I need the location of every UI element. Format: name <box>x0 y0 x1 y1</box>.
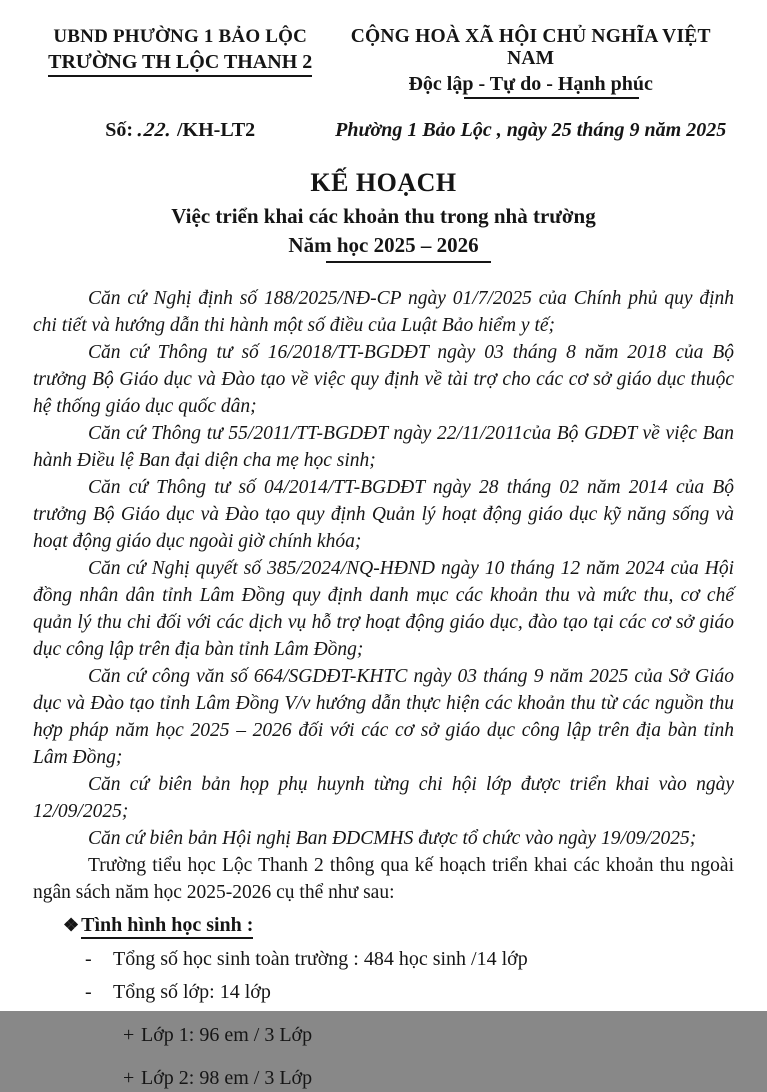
national-motto-block <box>327 26 734 99</box>
list-item <box>85 946 734 973</box>
legal-basis-paragraph: Căn cứ Nghị định số 188/2025/NĐ-CP ngày 01/7/2025 của Chính phủ quy định chi tiết và hướng dẫn thi hành một số điều của Luật Bảo hiểm y tế; <box>33 288 734 336</box>
org-school-name: TRƯỜNG TH LỘC THANH 2 <box>48 51 312 77</box>
document-number <box>33 119 327 142</box>
sub-list-item <box>123 1022 734 1049</box>
list-item-text: Tổng số lớp: 14 lớp <box>113 981 271 1003</box>
legal-basis-paragraph: Căn cứ Thông tư số 16/2018/TT-BGDĐT ngày 03 tháng 8 năm 2018 của Bộ trưởng Bộ Giáo dục và Đào tạo về việc quy định về tài trợ cho các cơ sở giáo dục thuộc hệ thống giáo dục quốc dân; <box>33 342 734 417</box>
sub-list-item-text: Lớp 1: 96 em / 3 Lớp <box>141 1024 313 1046</box>
school-year-line <box>288 233 478 263</box>
legal-basis-paragraph: Căn cứ biên bản họp phụ huynh từng chi hội lớp được triển khai vào ngày 12/09/2025; <box>33 774 734 822</box>
document-header <box>33 26 734 99</box>
list-item-text: Tổng số học sinh toàn trường : 484 học sinh /14 lớp <box>113 948 528 970</box>
school-year-underline-rule <box>326 261 490 263</box>
school-year-text: Năm học 2025 – 2026 <box>288 233 479 257</box>
document-number-handwritten: .22. <box>136 119 174 141</box>
students-section-heading-text: Tình hình học sinh : <box>81 914 253 939</box>
org-parent-name: UBND PHƯỜNG 1 BẢO LỘC <box>53 26 308 47</box>
legal-basis-paragraph: Căn cứ Nghị quyết số 385/2024/NQ-HĐND ngày 10 tháng 12 năm 2024 của Hội đồng nhân dân tỉnh Lâm Đồng quy định danh mục các khoản thu và mức thu, cơ chế quản lý thu chi đối với các dịch vụ hỗ trợ hoạt động giáo dục, đào tạo tại các cơ sở giáo dục công lập trên địa bàn tỉnh Lâm Đồng; <box>33 558 734 660</box>
dash-marker: - <box>85 948 92 970</box>
legal-basis-paragraph: Căn cứ biên bản Hội nghị Ban ĐDCMHS được tổ chức vào ngày 19/09/2025; <box>88 828 697 849</box>
document-title-block <box>33 168 734 263</box>
document-meta-row <box>33 119 734 142</box>
document-number-suffix: /KH-LT2 <box>172 119 256 141</box>
national-title: CỘNG HOÀ XÃ HỘI CHỦ NGHĨA VIỆT NAM <box>350 26 711 69</box>
place-date-line: Phường 1 Bảo Lộc , ngày 25 tháng 9 năm 2025 <box>335 119 727 141</box>
legal-basis-paragraph: Căn cứ Thông tư 55/2011/TT-BGDĐT ngày 22/11/2011của Bộ GDĐT về việc Ban hành Điều lệ Ban đại diện cha mẹ học sinh; <box>33 423 734 471</box>
list-item <box>85 979 734 1006</box>
legal-basis-paragraph: Căn cứ công văn số 664/SGDĐT-KHTC ngày 03 tháng 9 năm 2025 của Sở Giáo dục và Đào tạo tỉnh Lâm Đồng V/v hướng dẫn thực hiện các khoản thu từ các nguồn thu hợp pháp năm học 2025 – 2026 đối với các cơ sở giáo dục công lập trên địa bàn tỉnh Lâm Đồng; <box>33 666 734 768</box>
plus-marker: + <box>123 1024 135 1046</box>
dash-marker: - <box>85 981 92 1003</box>
document-number-prefix: Số: <box>105 119 138 141</box>
sub-list-item <box>123 1065 734 1092</box>
diamond-bullet-icon: ❖ <box>63 915 80 935</box>
sub-list-item-text: Lớp 2: 98 em / 3 Lớp <box>141 1067 313 1089</box>
legal-basis-paragraph: Căn cứ Thông tư số 04/2014/TT-BGDĐT ngày 28 tháng 02 năm 2014 của Bộ trưởng Bộ Giáo dục và Đào tạo quy định Quản lý hoạt động giáo dục kỹ năng sống và hoạt động giáo dục ngoài giờ chính khóa; <box>33 477 734 552</box>
issuing-org-block <box>33 26 327 77</box>
document-subtitle: Việc triển khai các khoản thu trong nhà trường <box>171 204 596 228</box>
plus-marker: + <box>123 1067 135 1089</box>
plan-intro-paragraph: Trường tiểu học Lộc Thanh 2 thông qua kế hoạch triển khai các khoản thu ngoài ngân sách năm học 2025-2026 cụ thể như sau: <box>33 855 734 903</box>
motto-text: Độc lập - Tự do - Hạnh phúc <box>408 73 653 95</box>
motto-underline-rule <box>464 97 638 99</box>
national-motto <box>408 73 652 99</box>
students-section-heading <box>63 910 734 940</box>
document-title: KẾ HOẠCH <box>310 168 457 197</box>
document-body <box>33 285 734 906</box>
